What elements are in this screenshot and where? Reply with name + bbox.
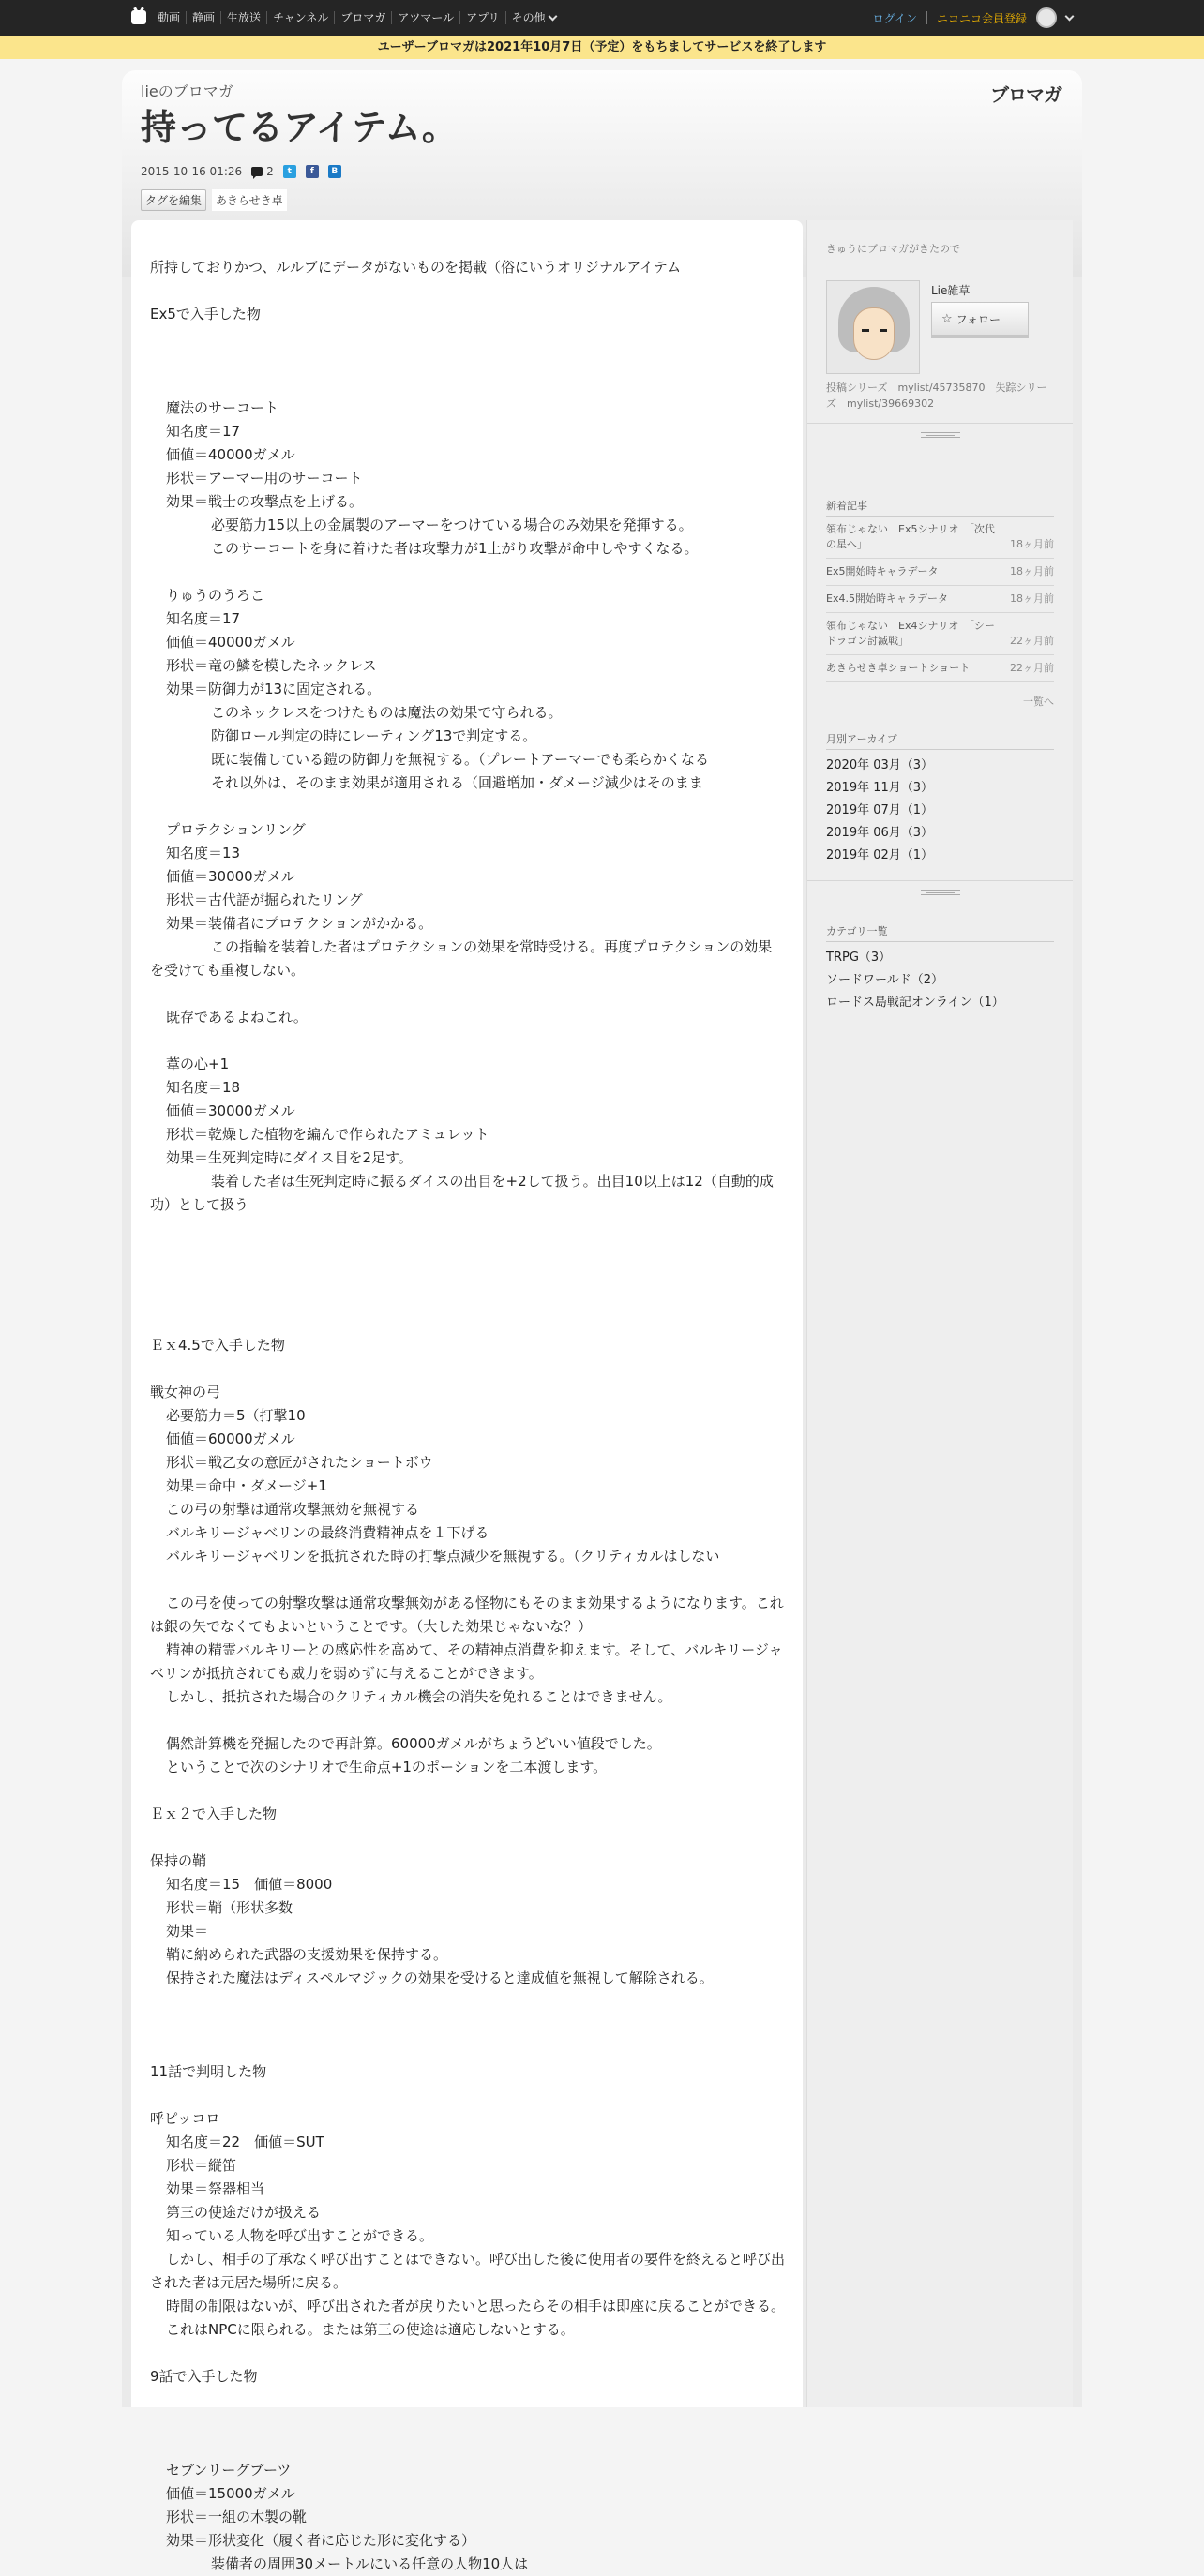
category-section (807, 923, 1073, 1014)
article-paragraph (150, 1592, 786, 1709)
article-line: 効果＝祭器相当 (166, 2180, 265, 2197)
article-line: このサーコートを身に着けた者は攻撃力が1上がり攻撃が命中しやすくなる。 (211, 540, 699, 557)
article-line: 既存であるよねこれ。 (166, 1009, 308, 1026)
article-line: しかし、相手の了承なく呼び出すことはできない。呼び出した後に使用者の要件を終えると呼び出された者は元居た場所に戻る。 (150, 2251, 786, 2291)
nav-item-more[interactable] (505, 11, 562, 24)
article-line: 効果＝ (166, 1923, 209, 1939)
article-paragraph (150, 1850, 786, 1990)
article-line: 知名度＝17 (166, 610, 241, 627)
login-link[interactable]: ログイン (872, 11, 917, 25)
archive-section (807, 731, 1073, 867)
news-age: 18ヶ月前 (1010, 565, 1054, 577)
article-paragraph (150, 1287, 786, 1310)
article-line: バルキリージャベリンの最終消費精神点を１下げる (166, 1524, 489, 1541)
sidebar (806, 220, 1073, 2407)
nav-item-live[interactable]: 生放送 (220, 11, 266, 24)
article-paragraph (150, 1006, 786, 1029)
article-paragraph (150, 1732, 786, 1779)
article-line: 防御ロール判定の時にレーティング13で判定する。 (211, 727, 537, 744)
article-line (150, 2412, 786, 2435)
article-line: 装着した者は生死判定時に振るダイスの出目を+2して扱う。出目10以上は12（自動的成功）として扱う (150, 1173, 774, 1213)
article-meta (141, 165, 341, 178)
news-more-link[interactable]: 一覧へ (1023, 696, 1054, 708)
news-section (807, 498, 1073, 709)
article-line: 知名度＝17 (166, 423, 241, 440)
profile-section (807, 241, 1073, 412)
article-line: 必要筋力15以上の金属製のアーマーをつけている場合のみ効果を発揮する。 (211, 517, 693, 533)
follow-label: フォロー (956, 312, 1001, 326)
article-paragraph (150, 818, 786, 982)
news-item[interactable] (826, 655, 1054, 682)
news-title: あきらせき卓ショートショート (826, 662, 971, 674)
article-line: 効果＝形状変化（履く者に応じた形に変化する） (166, 2532, 476, 2549)
article-line: 保持された魔法はディスペルマジックの効果を受けると達成値を無視して解除される。 (166, 1969, 714, 1986)
comment-count-value: 2 (266, 165, 274, 178)
page-wrapper (122, 70, 1082, 2572)
article-paragraph (150, 2014, 786, 2037)
article-line: 形状＝竜の鱗を模したネックレス (166, 657, 377, 674)
category-item[interactable]: ロードス島戦記オンライン（1） (826, 996, 1004, 1010)
article-line: 知名度＝13 (166, 845, 241, 861)
nav-item-channel[interactable]: チャンネル (266, 11, 334, 24)
article-line (150, 1240, 786, 1264)
news-age: 22ヶ月前 (1010, 662, 1054, 674)
archive-list (826, 755, 1054, 867)
news-title: 領布じゃない Ex5シナリオ 「次代の星へ」 (826, 523, 995, 550)
nav-item-blomaga[interactable]: ブロマガ (334, 11, 391, 24)
article-line: 戦女神の弓 (150, 1384, 221, 1400)
article-line: 形状＝一組の木製の靴 (166, 2509, 308, 2525)
article-line: 偶然計算機を発掘したので再計算。60000ガメルがちょうどいい値段でした。 (166, 1735, 661, 1752)
article-line (150, 350, 786, 373)
article-line: 価値＝40000ガメル (166, 446, 295, 463)
chevron-down-icon (548, 11, 557, 21)
article-line: 効果＝命中・ダメージ+1 (166, 1477, 327, 1494)
article-paragraph (150, 2459, 786, 2576)
section-divider (807, 880, 1073, 901)
article-line: しかし、抵抗された場合のクリティカル機会の消失を免れることはできません。 (166, 1688, 672, 1705)
article-line: 呼ピッコロ (150, 2110, 220, 2127)
article-line: この指輪を装着した者はプロテクションの効果を常時受ける。再度プロテクションの効果を受けても重複しない。 (150, 938, 773, 979)
niconico-logo-icon[interactable] (131, 10, 146, 24)
grip-icon (921, 432, 960, 438)
category-list (826, 947, 1054, 1014)
profile-name[interactable]: Lie雑草 (931, 284, 971, 297)
nav-item-seiga[interactable]: 静画 (186, 11, 220, 24)
tag-bar (141, 189, 287, 211)
comment-icon (251, 167, 263, 176)
facebook-share-icon[interactable]: f (306, 165, 319, 178)
article-line: 効果＝生死判定時にダイス目を2足す。 (166, 1149, 413, 1166)
article-line: このネックレスをつけたものは魔法の効果で守られる。 (211, 704, 563, 721)
news-item[interactable] (826, 559, 1054, 586)
article-line: 保持の鞘 (150, 1852, 207, 1869)
profile-info (931, 280, 1029, 374)
article-line: 価値＝15000ガメル (166, 2485, 295, 2502)
tag-link[interactable]: あきらせき卓 (212, 189, 287, 211)
avatar-face (853, 307, 895, 360)
article-line: 所持しておりかつ、ルルブにデータがないものを掲載（俗にいうオリジナルアイテム (150, 259, 682, 276)
archive-item[interactable]: 2020年 03月（3） (826, 758, 934, 772)
edit-tags-button[interactable]: タグを編集 (141, 189, 206, 211)
profile (826, 280, 1054, 374)
article-line: 形状＝縦笛 (166, 2157, 237, 2174)
article-line: 効果＝装備者にプロテクションがかかる。 (166, 915, 433, 932)
archive-item[interactable]: 2019年 11月（3） (826, 781, 934, 795)
article-line: 形状＝鞘（形状多数 (166, 1899, 293, 1916)
article-line (150, 2014, 786, 2037)
article-paragraph (150, 397, 786, 561)
channel-name[interactable]: lieのブロマガ (141, 82, 233, 100)
news-age: 22ヶ月前 (1010, 635, 1054, 647)
news-age: 18ヶ月前 (1010, 538, 1054, 550)
article-line: Ex5で入手した物 (150, 306, 261, 322)
article-body (131, 220, 803, 2572)
news-item[interactable] (826, 613, 1054, 655)
article-line: 知名度＝22 価値＝SUT (166, 2134, 324, 2150)
article-paragraph (150, 350, 786, 373)
news-heading: 新着記事 (826, 498, 1054, 517)
post-date: 2015-10-16 01:26 (141, 165, 243, 178)
nav-item-video[interactable]: 動画 (158, 11, 181, 24)
article-line: 魔法のサーコート (166, 399, 279, 416)
article-line: 知名度＝15 価値＝8000 (166, 1876, 333, 1893)
article-paragraph (150, 2365, 786, 2389)
article-line (150, 1287, 786, 1310)
article-line: これはNPCに限られる。または第三の使途は適応しないとする。 (166, 2321, 575, 2338)
article-line: 形状＝乾燥した植物を編んで作られたアミュレット (166, 1126, 489, 1143)
article-line: 9話で入手した物 (150, 2368, 258, 2385)
article-line: Ｅｘ２で入手した物 (150, 1805, 278, 1822)
article-paragraph (150, 1053, 786, 1217)
section-divider (807, 423, 1073, 443)
article-paragraph (150, 1240, 786, 1264)
category-heading: カテゴリ一覧 (826, 923, 1054, 942)
avatar-eye (880, 329, 887, 332)
archive-item[interactable]: 2019年 07月（1） (826, 803, 934, 817)
news-title: Ex5開始時キャラデータ (826, 565, 939, 577)
article-line: 形状＝古代語が掘られたリング (166, 891, 363, 908)
article-line: 装備者の周囲30メートルにいる任意の人物10人は (211, 2555, 529, 2572)
twitter-share-icon[interactable]: t (283, 165, 296, 178)
article-line: 価値＝30000ガメル (166, 868, 295, 885)
nav-divider (926, 11, 927, 24)
article-line: 精神の精霊バルキリーとの感応性を高めて、その精神点消費を抑えます。そして、バルキリージャベリンが抵抗されても威力を弱めずに与えることができます。 (150, 1641, 783, 1682)
news-title: Ex4.5開始時キャラデータ (826, 592, 948, 605)
archive-heading: 月別アーカイブ (826, 731, 1054, 750)
profile-description: 投稿シリーズ mylist/45735870 失踪シリーズ mylist/39669302 (826, 382, 1047, 410)
register-link[interactable]: ニコニコ会員登録 (936, 11, 1027, 25)
article-line: 既に装備している鎧の防御力を無視する。（プレートアーマーでも柔らかくなる (211, 751, 710, 768)
archive-item[interactable]: 2019年 02月（1） (826, 848, 934, 862)
article-line: セブンリーグブーツ (166, 2462, 292, 2479)
news-title: 領布じゃない Ex4シナリオ 「シードラゴン討滅戦」 (826, 620, 995, 647)
article-line: 知っている人物を呼び出すことができる。 (166, 2227, 434, 2244)
article-line: 11話で判明した物 (150, 2063, 267, 2080)
article-line: 知名度＝18 (166, 1079, 241, 1096)
article-line: 効果＝防御力が13に固定される。 (166, 681, 382, 697)
article-line: 葦の心+1 (166, 1056, 230, 1072)
article-line: 形状＝アーマー用のサーコート (166, 470, 363, 487)
article-line: 価値＝60000ガメル (166, 1430, 295, 1447)
article-line: りゅうのうろこ (166, 587, 265, 604)
article-line: バルキリージャベリンを抵抗された時の打撃点減少を無視する。（クリティカルはしない (166, 1548, 720, 1565)
avatar-eye (862, 329, 869, 332)
comment-count[interactable] (251, 165, 274, 178)
blomaga-logo[interactable]: ブロマガ (990, 83, 1061, 106)
chevron-down-icon[interactable] (1065, 11, 1075, 21)
article-paragraph (150, 2107, 786, 2342)
news-item[interactable] (826, 586, 1054, 613)
category-item[interactable]: ソードワールド（2） (826, 973, 944, 987)
global-nav (0, 0, 1204, 36)
article-line: プロテクションリング (166, 821, 306, 838)
article-line: 価値＝40000ガメル (166, 634, 295, 651)
article-paragraph (150, 1334, 786, 1357)
nav-more-label: その他 (511, 11, 546, 24)
news-age: 18ヶ月前 (1010, 592, 1054, 605)
follow-button[interactable] (931, 302, 1029, 336)
article-line: ということで次のシナリオで生命点+1のポーションを二本渡します。 (166, 1759, 608, 1775)
category-item[interactable]: TRPG（3） (826, 951, 892, 965)
nav-item-app[interactable]: アプリ (459, 11, 505, 24)
article-paragraph (150, 2412, 786, 2435)
news-item[interactable] (826, 517, 1054, 559)
article-line: 形状＝戦乙女の意匠がされたショートボウ (166, 1454, 433, 1471)
article-line: 効果＝戦士の攻撃点を上げる。 (166, 493, 364, 510)
article-paragraph (150, 1803, 786, 1826)
blog-description: きゅうにブロマガがきたので (826, 243, 960, 255)
article-paragraph (150, 584, 786, 795)
global-nav-right (873, 0, 1073, 36)
user-avatar-icon[interactable] (1036, 7, 1057, 28)
article-text (131, 220, 803, 2576)
article-paragraph (150, 2060, 786, 2084)
article-line: 価値＝30000ガメル (166, 1102, 295, 1119)
star-icon: ☆ (941, 311, 953, 326)
article-paragraph (150, 256, 786, 279)
nav-item-atsumaru[interactable]: アツマール (391, 11, 459, 24)
article-line: この弓の射撃は通常攻撃無効を無視する (166, 1501, 420, 1518)
avatar[interactable] (826, 280, 920, 374)
article-paragraph (150, 1381, 786, 1568)
article-line: 必要筋力＝5（打撃10 (166, 1407, 306, 1424)
service-end-notice: ユーザーブロマガは2021年10月7日（予定）をもちましてサービスを終了します (0, 36, 1204, 59)
hatena-bookmark-icon[interactable]: B (328, 165, 341, 178)
article-line: 第三の使途だけが扱える (166, 2204, 322, 2221)
page-title: 持ってるアイテム。 (141, 107, 458, 148)
article-line: 時間の制限はないが、呼び出された者が戻りたいと思ったらその相手は即座に戻ることができる。 (166, 2298, 786, 2314)
article-paragraph (150, 303, 786, 326)
article-line: Ｅｘ4.5で入手した物 (150, 1337, 285, 1354)
grip-icon (921, 890, 960, 895)
global-nav-items (152, 0, 562, 36)
archive-item[interactable]: 2019年 06月（3） (826, 826, 934, 840)
article-line: この弓を使っての射撃攻撃は通常攻撃無効がある怪物にもそのまま効果するようになります。これは銀の矢でなくてもよいということです。（大した効果じゃないな？） (150, 1595, 784, 1635)
article-line: それ以外は、そのまま効果が適用される（回避増加・ダメージ減少はそのまま (211, 774, 703, 791)
article-line: 鞘に納められた武器の支援効果を保持する。 (166, 1946, 448, 1963)
